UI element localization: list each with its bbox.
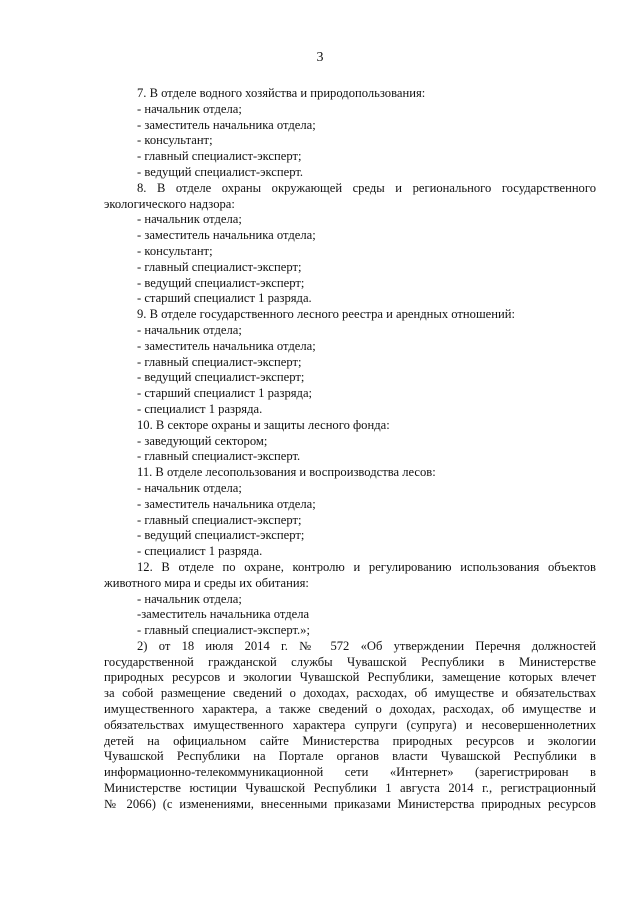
text-line: - начальник отдела; xyxy=(137,322,242,337)
text-line: - ведущий специалист-эксперт. xyxy=(137,164,304,179)
text-line: - ведущий специалист-эксперт; xyxy=(137,370,305,385)
text-line: - специалист 1 разряда. xyxy=(137,401,263,416)
text-line: имущественного характера, а также сведений о доходах, расходах, об имуществе и xyxy=(104,702,596,717)
text-line: - заместитель начальника отдела; xyxy=(137,228,316,243)
text-line: 11. В отделе лесопользования и воспроизводства лесов: xyxy=(137,465,436,480)
text-line: - главный специалист-эксперт. xyxy=(137,449,301,464)
text-line: - главный специалист-эксперт; xyxy=(137,512,302,527)
text-line: детей на официальном сайте Министерства природных ресурсов и экологии xyxy=(104,733,596,748)
text-line: Чувашской Республики на Портале органов власти Чувашской Республики в xyxy=(104,749,596,764)
text-line: - старший специалист 1 разряда; xyxy=(137,386,313,401)
text-line: Министерстве юстиции Чувашской Республики 1 августа 2014 г., регистрационный xyxy=(104,781,596,796)
text-line: - главный специалист-эксперт.»; xyxy=(137,623,310,638)
text-line: - старший специалист 1 разряда. xyxy=(137,291,312,306)
text-line: 9. В отделе государственного лесного реестра и арендных отношений: xyxy=(137,307,515,322)
text-line: животного мира и среды их обитания: xyxy=(104,575,309,590)
text-line: - начальник отдела; xyxy=(137,480,242,495)
text-line: - главный специалист-эксперт; xyxy=(137,149,302,164)
text-line: обязательствах имущественного характера супруги (супруга) и несовершеннолетних xyxy=(104,717,596,732)
text-line: - ведущий специалист-эксперт; xyxy=(137,275,305,290)
text-line: 12. В отделе по охране, контролю и регулированию использования объектов xyxy=(137,559,596,574)
text-line: 2) от 18 июля 2014 г. № 572 «Об утверждении Перечня должностей xyxy=(137,638,596,653)
text-line: - начальник отдела; xyxy=(137,101,242,116)
page-number: 3 xyxy=(316,50,324,65)
text-line: - заместитель начальника отдела; xyxy=(137,117,316,132)
text-line: - ведущий специалист-эксперт; xyxy=(137,528,305,543)
text-line: экологического надзора: xyxy=(104,196,235,211)
text-line: -заместитель начальника отдела xyxy=(137,607,310,622)
text-line: - главный специалист-эксперт; xyxy=(137,259,302,274)
text-line: - консультант; xyxy=(137,133,213,148)
text-line: - заведующий сектором; xyxy=(137,433,268,448)
text-line: за собой размещение сведений о доходах, расходах, об имуществе и обязательствах xyxy=(104,686,596,701)
document-body xyxy=(104,86,596,813)
text-line: природных ресурсов и экологии Чувашской Республики, замещение которых влечет xyxy=(104,670,596,685)
text-line: - начальник отдела; xyxy=(137,591,242,606)
text-line: - главный специалист-эксперт; xyxy=(137,354,302,369)
text-line: 10. В секторе охраны и защиты лесного фонда: xyxy=(137,417,390,432)
text-line: - заместитель начальника отдела; xyxy=(137,338,316,353)
text-line: 8. В отделе охраны окружающей среды и регионального государственного xyxy=(137,180,596,195)
text-line: № 2066) (с изменениями, внесенными приказами Министерства природных ресурсов xyxy=(104,796,596,811)
text-line: - заместитель начальника отдела; xyxy=(137,496,316,511)
text-line: - специалист 1 разряда. xyxy=(137,544,263,559)
text-line: 7. В отделе водного хозяйства и природопользования: xyxy=(137,86,426,100)
text-line: - начальник отдела; xyxy=(137,212,242,227)
text-line: государственной гражданской службы Чувашской Республики в Министерстве xyxy=(104,654,596,669)
text-line: - консультант; xyxy=(137,243,213,258)
text-line: информационно-телекоммуникационной сети «Интернет» (зарегистрирован в xyxy=(104,765,596,780)
